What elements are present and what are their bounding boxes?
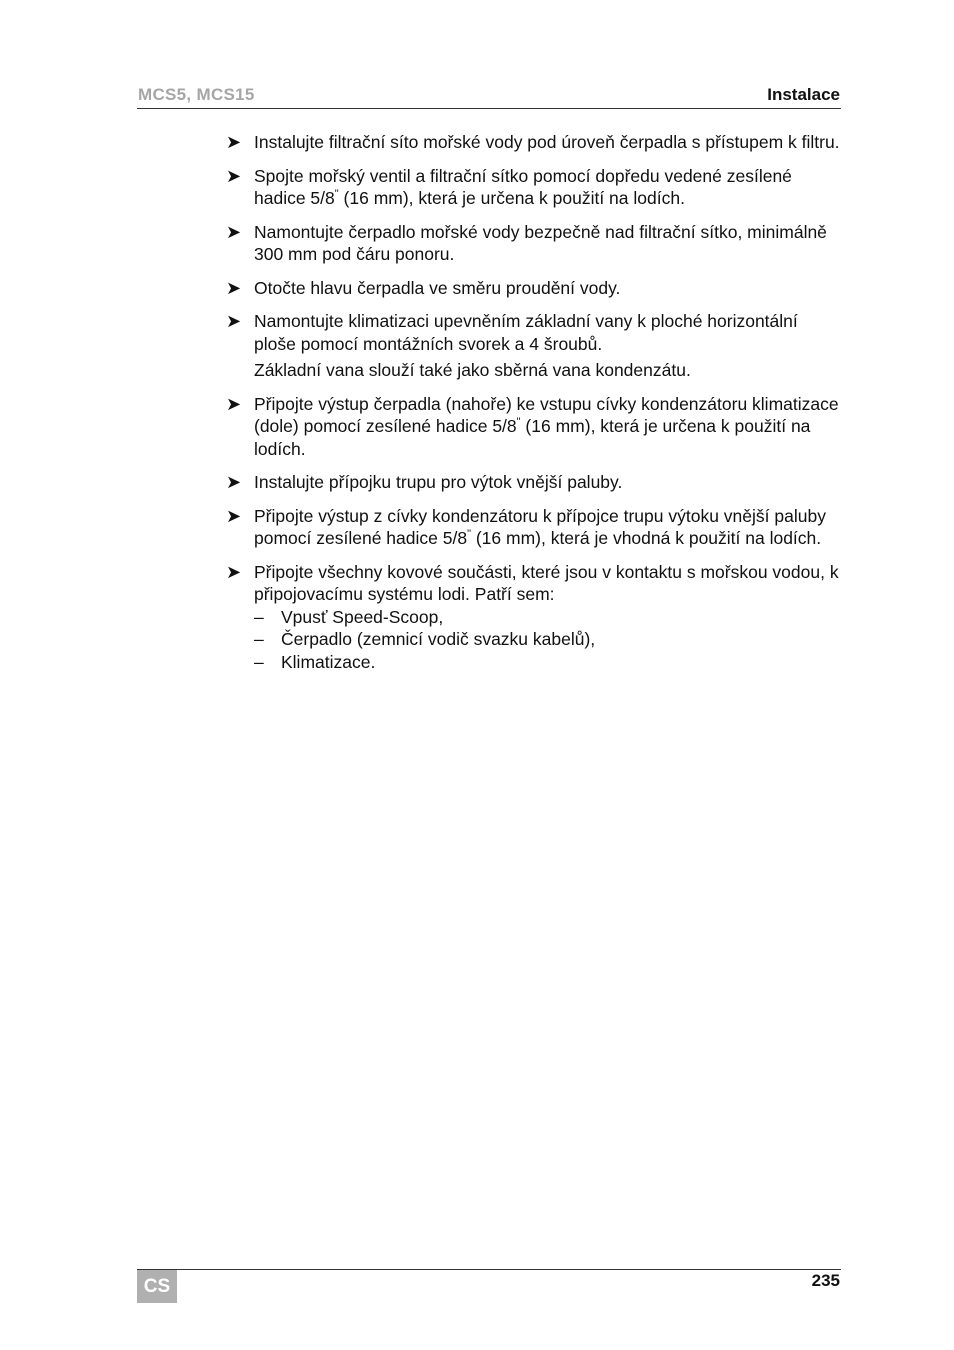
instruction-step <box>226 277 842 300</box>
step-text: Namontujte čerpadlo mořské vody bezpečně nad filtrační sítko, minimálně 300 mm pod čáru ponoru. <box>254 221 827 264</box>
step-text: Otočte hlavu čerpadla ve směru proudění vody. <box>254 277 621 298</box>
header-product-name: MCS5, MCS15 <box>138 85 255 104</box>
step-arrow-icon: ➤ <box>226 505 242 526</box>
step-text: Spojte mořský ventil a filtrační sítko pomocí dopředu vedené zesílené hadice 5/8" (16 mm), která je určena k použití na lodích. <box>254 165 792 208</box>
footer-divider <box>137 1269 841 1270</box>
instruction-step <box>226 471 842 494</box>
step-note: Základní vana slouží také jako sběrná vana kondenzátu. <box>254 360 691 380</box>
instruction-step <box>226 131 842 154</box>
sub-list-item: – Čerpadlo (zemnicí vodič svazku kabelů), <box>254 629 596 649</box>
step-arrow-icon: ➤ <box>226 132 242 152</box>
inch-mark: " <box>467 528 471 540</box>
dash-bullet: – <box>254 606 264 627</box>
step-text: Instalujte přípojku trupu pro výtok vnější paluby. <box>254 472 623 492</box>
instruction-step <box>226 221 842 266</box>
sub-list-item: – Klimatizace. <box>254 651 376 672</box>
dash-bullet: – <box>254 651 264 672</box>
header-section-title: Instalace <box>767 85 840 104</box>
step-arrow-icon: ➤ <box>226 165 242 186</box>
sub-list-item: – Vpusť Speed-Scoop, <box>254 606 444 627</box>
inch-mark: " <box>334 188 339 200</box>
step-arrow-icon: ➤ <box>226 221 242 242</box>
step-text: Namontujte klimatizaci upevněním základní vany k ploché horizontální ploše pomocí montážních svorek a 4 šroubů. <box>254 311 798 354</box>
inch-mark: " <box>516 416 521 428</box>
step-text: Připojte všechny kovové součásti, které jsou v kontaktu s mořskou vodou, k připojovacímu systému lodi. Patří sem: <box>254 561 839 604</box>
step-arrow-icon: ➤ <box>226 393 242 414</box>
dash-bullet: – <box>254 629 264 649</box>
instruction-step <box>226 561 842 674</box>
instruction-list <box>226 131 842 684</box>
step-text: Připojte výstup z cívky kondenzátoru k přípojce trupu výtoku vnější paluby pomocí zesílené hadice 5/8" (16 mm), která je vhodná k použití na lodích. <box>254 505 826 548</box>
sub-list <box>254 606 842 674</box>
instruction-step <box>226 165 842 210</box>
step-arrow-icon: ➤ <box>226 277 242 298</box>
step-arrow-icon: ➤ <box>226 561 242 582</box>
step-arrow-icon: ➤ <box>226 472 242 492</box>
step-text: Instalujte filtrační síto mořské vody pod úroveň čerpadla s přístupem k filtru. <box>254 132 840 152</box>
instruction-step <box>226 393 842 461</box>
instruction-step <box>226 310 842 382</box>
header-divider <box>137 108 841 109</box>
instruction-step <box>226 505 842 550</box>
page-number: 235 <box>811 1271 840 1290</box>
language-badge: CS <box>137 1270 177 1303</box>
step-arrow-icon: ➤ <box>226 311 242 331</box>
step-text: Připojte výstup čerpadla (nahoře) ke vstupu cívky kondenzátoru klimatizace (dole) pomocí zesílené hadice 5/8" (16 mm), která je určena k použití na lodích. <box>254 393 839 459</box>
